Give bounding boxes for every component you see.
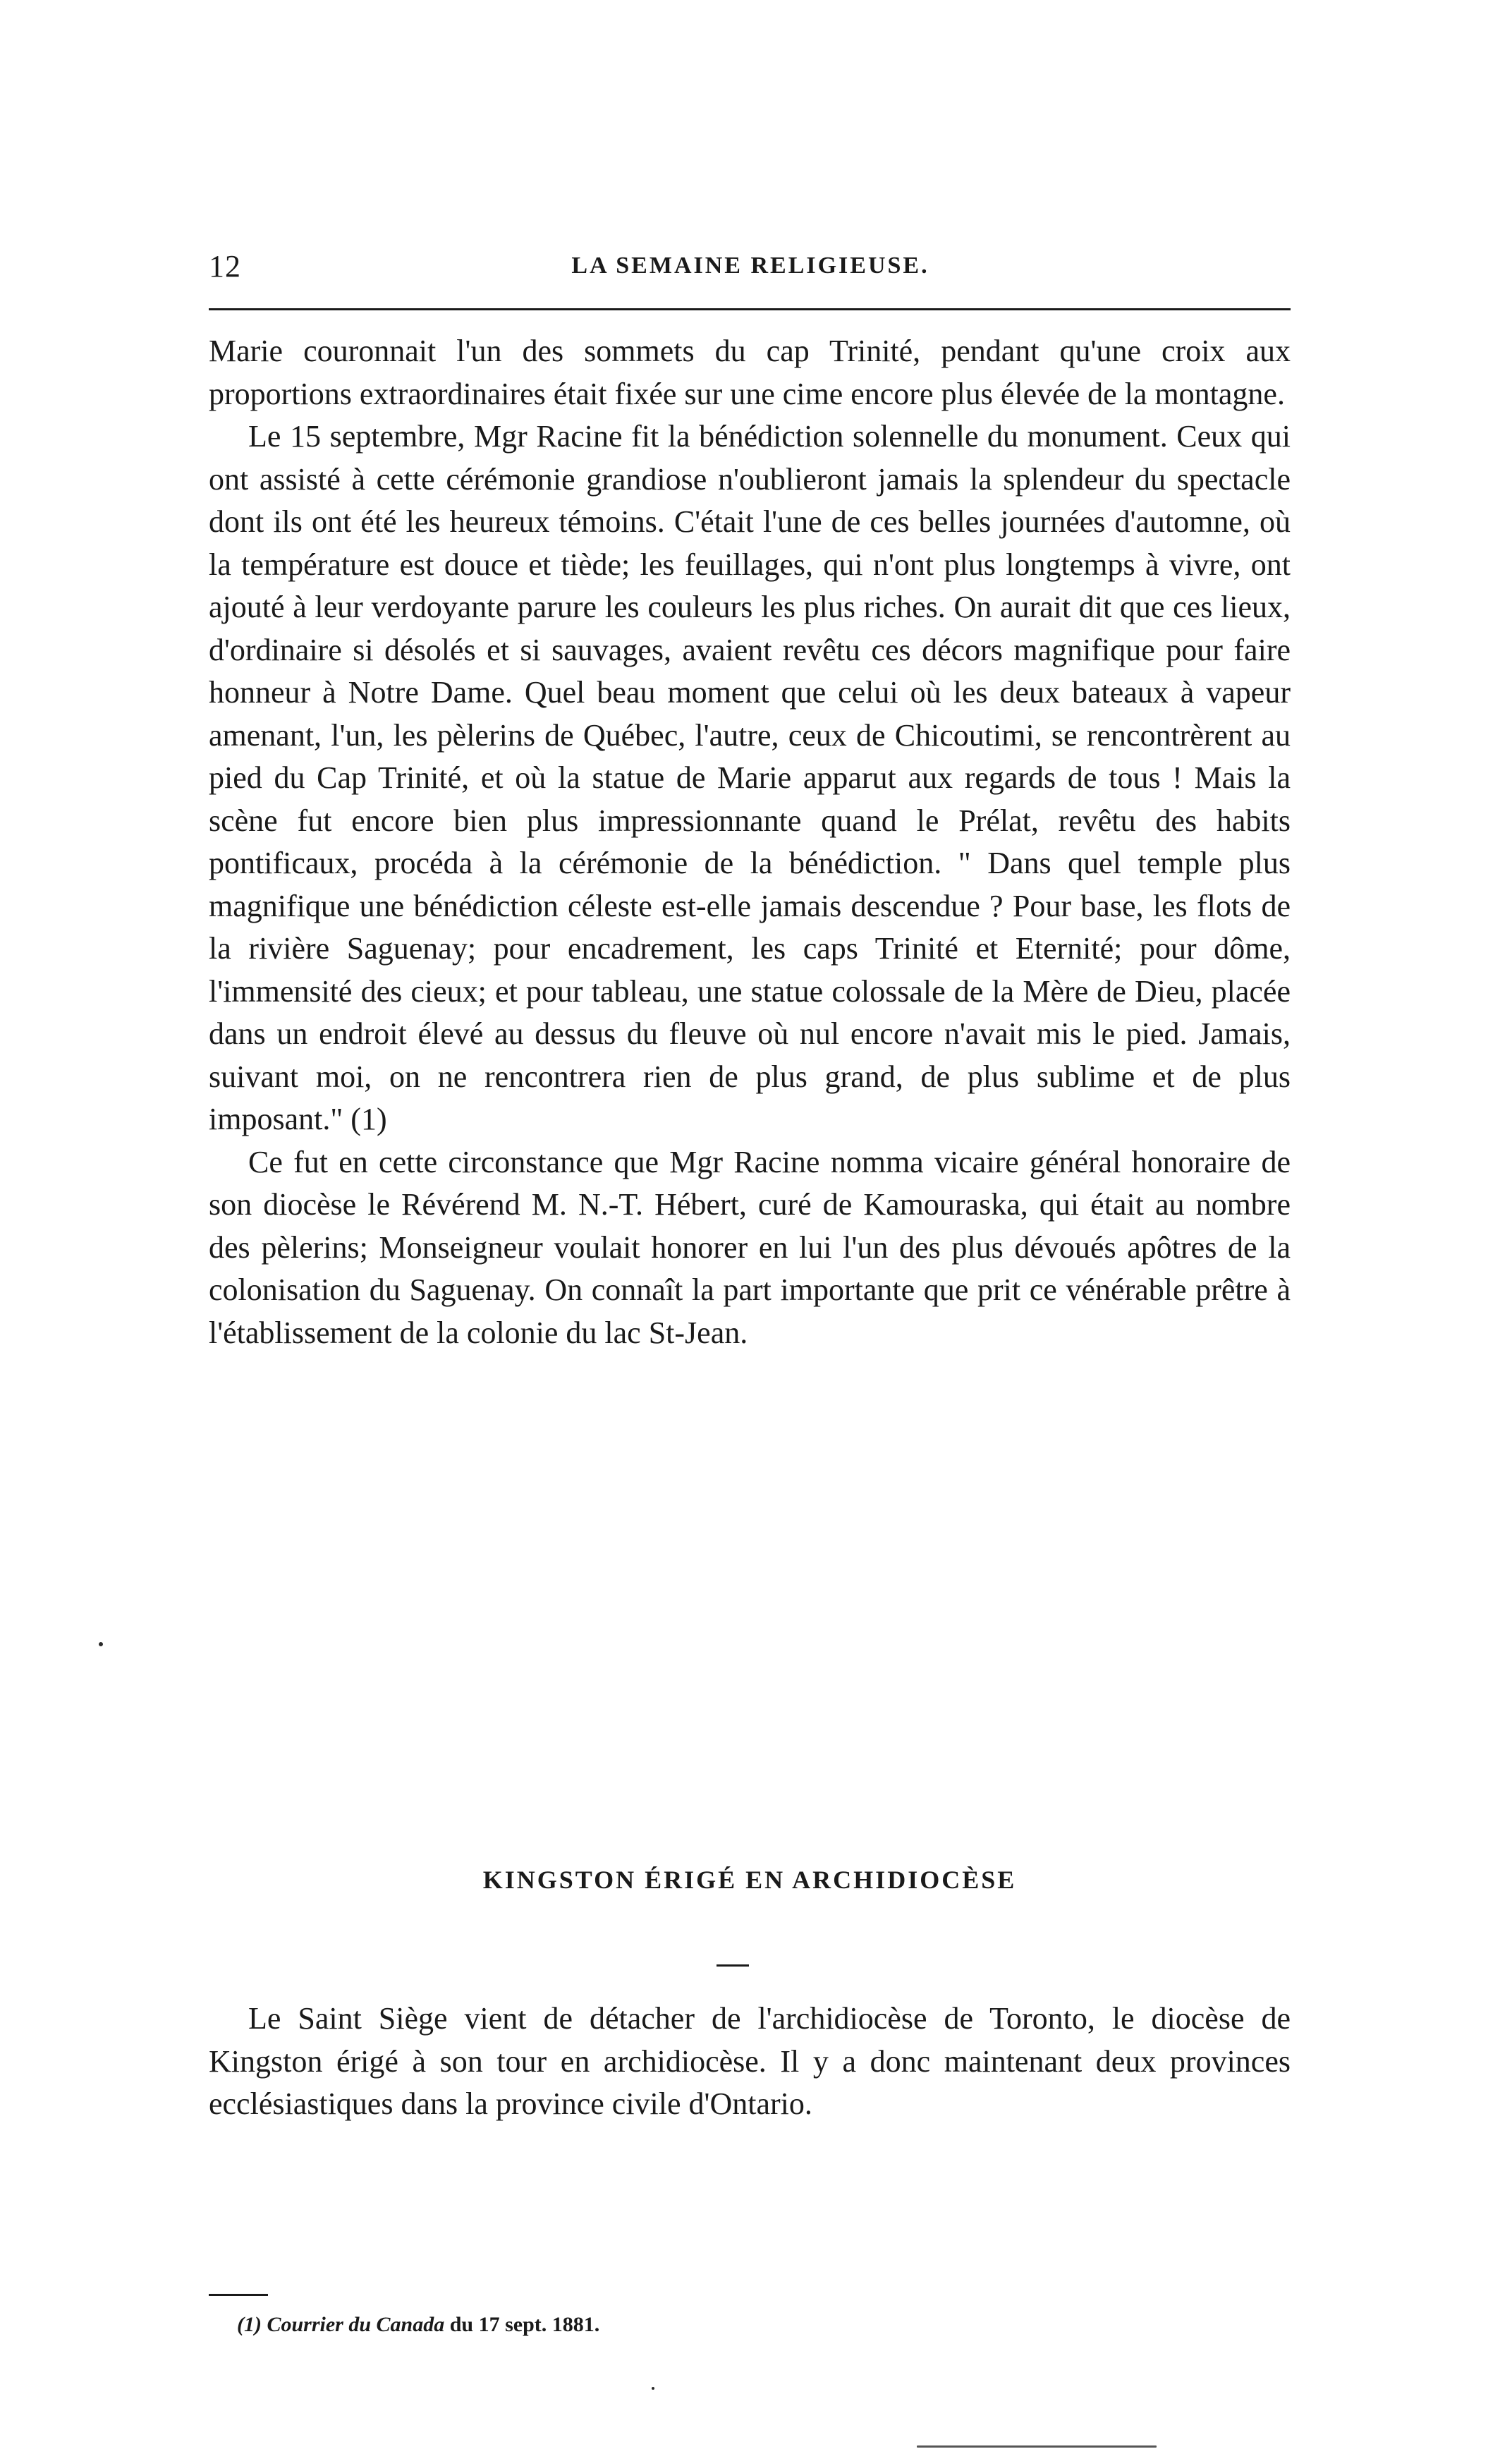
section-rule <box>717 1964 749 1967</box>
margin-speck <box>99 1642 103 1646</box>
footnote-rule <box>209 2294 268 2296</box>
margin-speck <box>652 2387 654 2390</box>
running-header <box>209 248 1292 291</box>
footnote-marker: (1) <box>237 2313 262 2336</box>
paragraph-1: Marie couronnait l'un des sommets du cap Trinité, pendant qu'une croix aux proportions extraordinaires était fixée sur une cime encore plus élevée de la montagne. <box>209 334 1291 411</box>
footnote <box>237 2313 599 2337</box>
bottom-edge-marks <box>917 2445 1157 2448</box>
paragraph-2: Le 15 septembre, Mgr Racine fit la bénédiction solennelle du monument. Ceux qui ont assisté à cette cérémonie grandiose n'oublieront jamais la splendeur du spectacle dont ils ont été les heureux témoins. C'était l'une de ces belles journées d'automne, où la température est douce et tiède; les feuillages, qui n'ont plus longtemps à vivre, ont ajouté à leur verdoyante parure les couleurs les plus riches. On aurait dit que ces lieux, d'ordinaire si désolés et si sauvages, avaient revêtu ces décors magnifique pour faire honneur à Notre Dame. Quel beau moment que celui où les deux bateaux à vapeur amenant, l'un, les pèlerins de Québec, l'autre, ceux de Chicoutimi, se rencontrèrent au pied du Cap Trinité, et où la statue de Marie apparut aux regards de tous ! Mais la scène fut encore bien plus impressionnante quand le Prélat, revêtu des habits pontificaux, procéda à la cérémonie de la bénédiction. " Dans quel temple plus magnifique une bénédiction céleste est-elle jamais descendue ? Pour base, les flots de la rivière Saguenay; pour encadrement, les caps Trinité et Eternité; pour dôme, l'immensité des cieux; et pour tableau, une statue colossale de la Mère de Dieu, placée dans un endroit élevé au dessus du fleuve où nul encore n'avait mis le pied. Jamais, suivant moi, on ne rencontrera rien de plus grand, de plus sublime et de plus imposant." (1) <box>209 419 1291 1136</box>
section-body <box>209 1998 1291 2126</box>
footnote-source: Courrier du Canada <box>267 2313 445 2336</box>
section-title: KINGSTON ÉRIGÉ EN ARCHIDIOCÈSE <box>482 1866 1017 1894</box>
footnote-date: du 17 sept. 1881. <box>449 2313 600 2336</box>
page-number: 12 <box>209 249 241 284</box>
header-rule <box>209 308 1291 310</box>
running-title: LA SEMAINE RELIGIEUSE. <box>571 253 929 279</box>
section-paragraph: Le Saint Siège vient de détacher de l'archidiocèse de Toronto, le diocèse de Kingston érigé à son tour en archidiocèse. Il y a donc maintenant deux provinces ecclésiastiques dans la province civile d'Ontario. <box>209 2001 1291 2121</box>
paragraph-3: Ce fut en cette circonstance que Mgr Racine nomma vicaire général honoraire de son diocèse le Révérend M. N.-T. Hébert, curé de Kamouraska, qui était au nombre des pèlerins; Monseigneur voulait honorer en lui l'un des plus dévoués apôtres de la colonisation du Saguenay. On connaît la part importante que prit ce vénérable prêtre à l'établissement de la colonie du lac St-Jean. <box>209 1144 1291 1350</box>
article-body <box>209 330 1291 1354</box>
